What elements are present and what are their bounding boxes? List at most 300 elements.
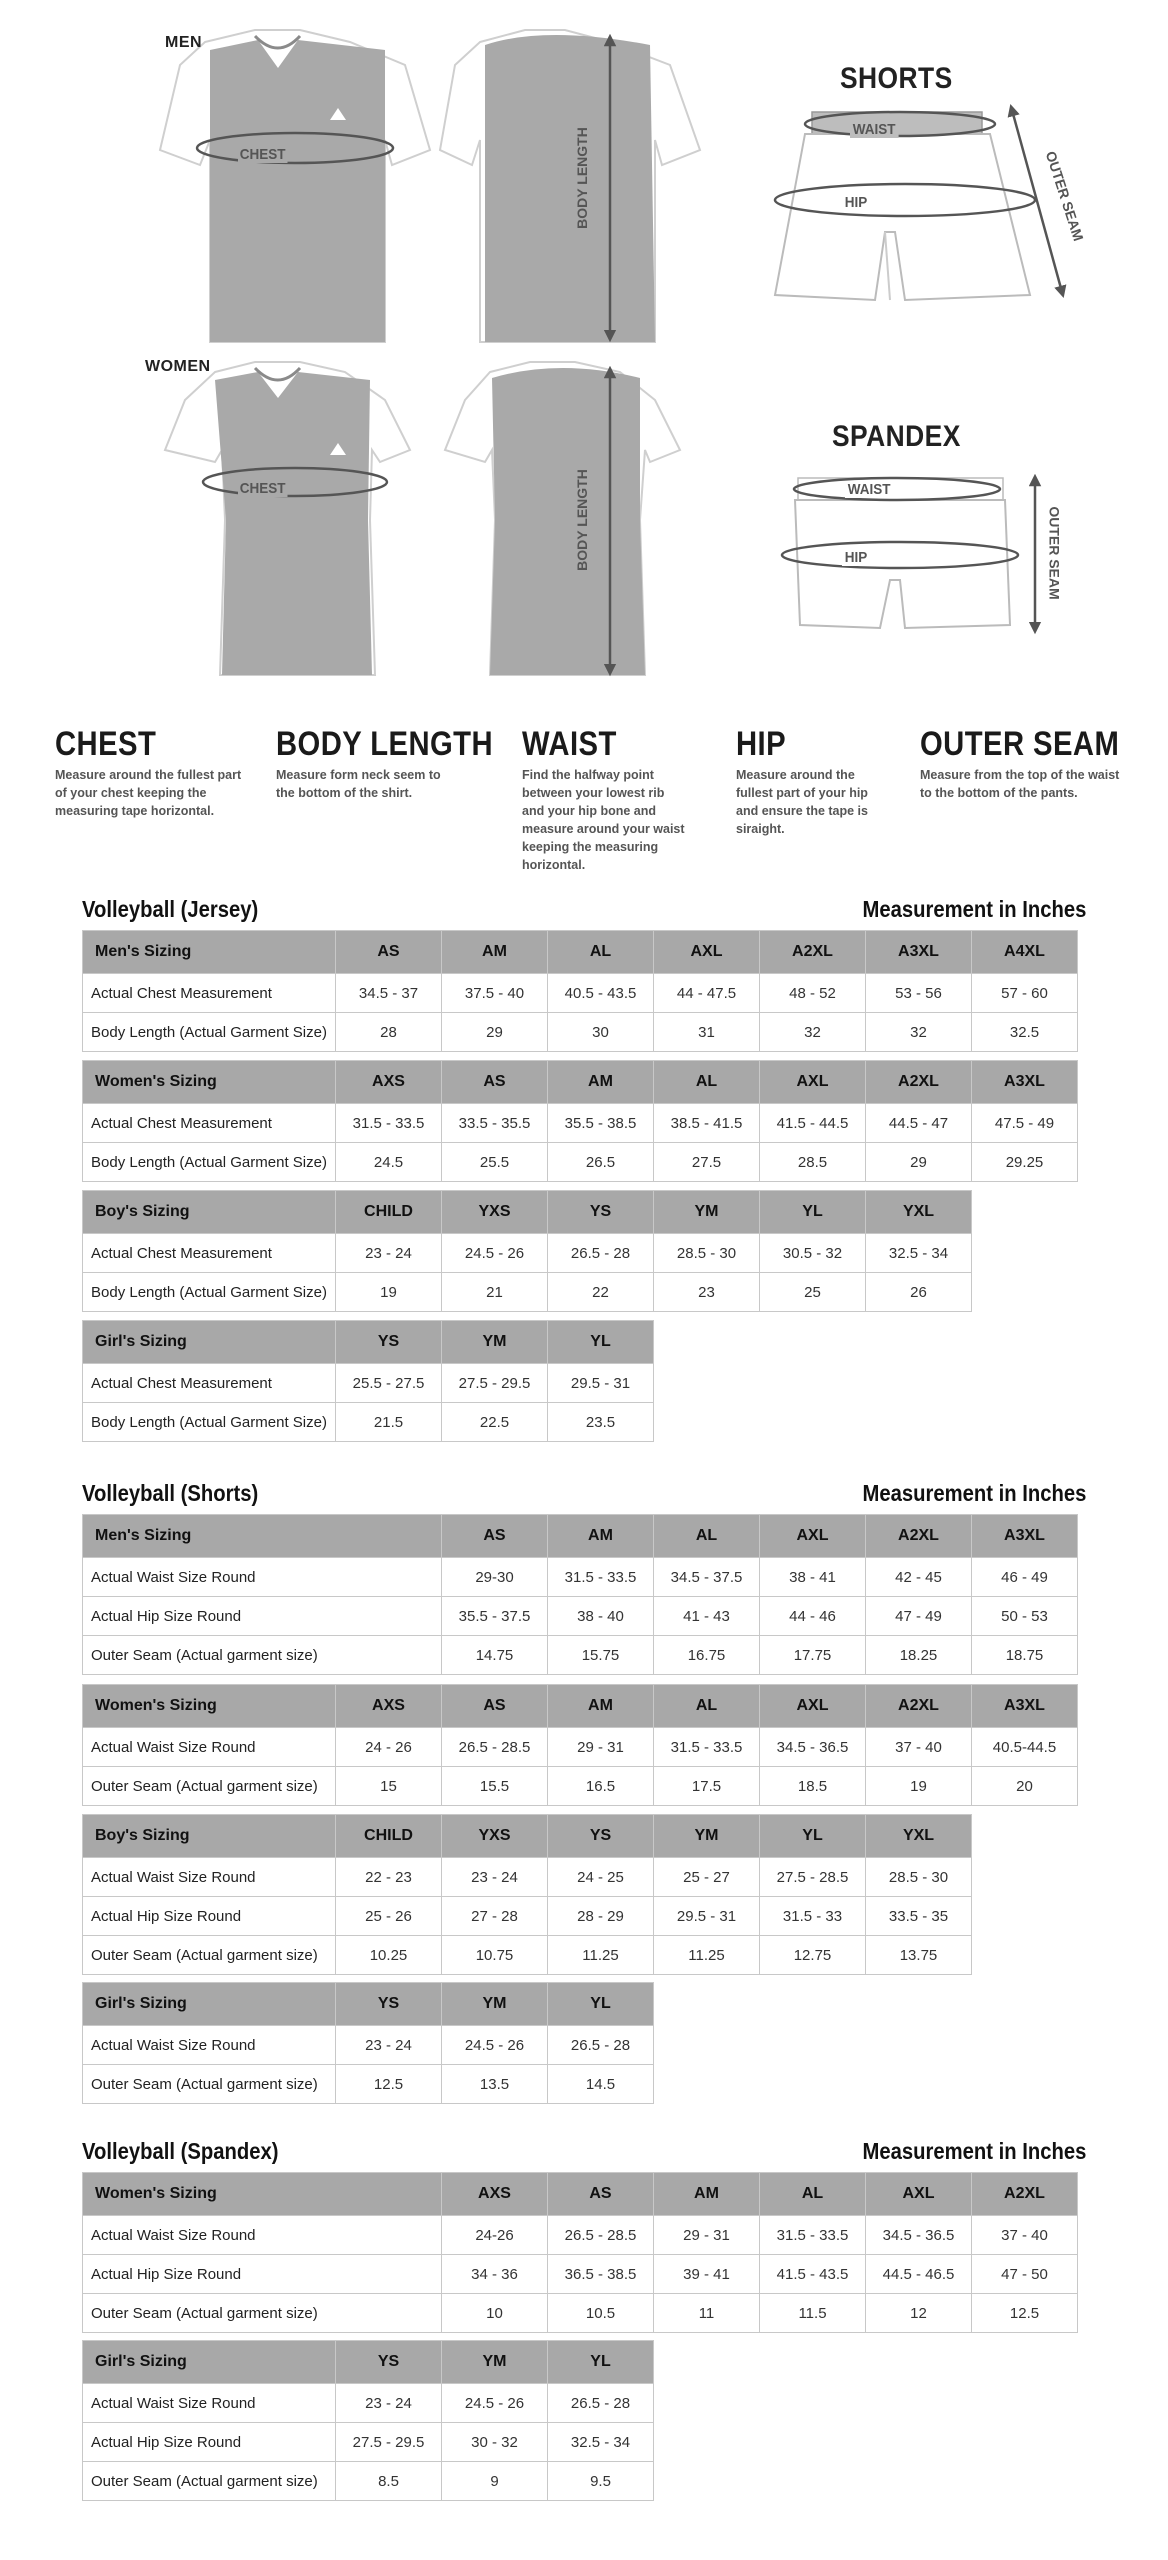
table-cell: 33.5 - 35.5	[442, 1104, 548, 1143]
table-cell: 30.5 - 32	[760, 1234, 866, 1273]
table-cell: 8.5	[336, 2462, 442, 2501]
table-header-row	[83, 2341, 654, 2384]
table-row	[83, 1597, 1078, 1636]
measurement-illustration	[0, 0, 1168, 690]
table-cell: 18.75	[972, 1636, 1078, 1675]
table-cell: 47 - 50	[972, 2255, 1078, 2294]
table-cell: 32.5 - 34	[866, 1234, 972, 1273]
spandex-icon	[782, 478, 1035, 628]
shorts-hip-tag: HIP	[842, 194, 870, 211]
jersey-men-table	[82, 930, 1078, 1052]
table-header-cell: AS	[336, 931, 442, 974]
table-header-cell: YL	[548, 2341, 654, 2384]
measurement-unit-label: Measurement in Inches	[862, 1480, 1086, 1506]
table-cell: 12	[866, 2294, 972, 2333]
table-cell: 10.25	[336, 1936, 442, 1975]
table-header-cell: A4XL	[972, 931, 1078, 974]
table-cell: 37 - 40	[972, 2216, 1078, 2255]
table-cell: 25 - 27	[654, 1858, 760, 1897]
table-cell: Actual Waist Size Round	[83, 2026, 336, 2065]
table-header-row	[83, 1983, 654, 2026]
table-row	[83, 1364, 654, 1403]
table-cell: 20	[972, 1767, 1078, 1806]
table-cell: Actual Hip Size Round	[83, 1597, 442, 1636]
table-cell: 25.5	[442, 1143, 548, 1182]
table-cell: 23 - 24	[442, 1858, 548, 1897]
shorts-icon	[775, 110, 1062, 300]
table-header-cell: AXS	[336, 1061, 442, 1104]
table-cell: 28.5 - 30	[866, 1858, 972, 1897]
table-cell: 12.5	[336, 2065, 442, 2104]
table-header-cell: AS	[548, 2173, 654, 2216]
table-cell: 24.5 - 26	[442, 2026, 548, 2065]
table-cell: 34.5 - 36.5	[866, 2216, 972, 2255]
table-cell: 32.5	[972, 1013, 1078, 1052]
table-row	[83, 1767, 1078, 1806]
table-cell: 34 - 36	[442, 2255, 548, 2294]
table-cell: 15.5	[442, 1767, 548, 1806]
table-row	[83, 974, 1078, 1013]
definition-text: Find the halfway point between your lowest rib and your hip bone and measure around your waist keeping the measuring horizontal.	[522, 768, 685, 872]
table-header-cell: YM	[442, 1321, 548, 1364]
table-cell: 34.5 - 36.5	[760, 1728, 866, 1767]
table-cell: 27.5 - 29.5	[442, 1364, 548, 1403]
table-row	[83, 2026, 654, 2065]
table-header-cell: YXL	[866, 1815, 972, 1858]
spandex-title: SPANDEX	[832, 420, 961, 453]
jersey-girls-table	[82, 1320, 654, 1442]
table-cell: 23 - 24	[336, 2026, 442, 2065]
table-cell: 44 - 46	[760, 1597, 866, 1636]
measurement-definitions	[0, 726, 1168, 886]
table-row	[83, 2294, 1078, 2333]
table-cell: 18.5	[760, 1767, 866, 1806]
table-cell: 44 - 47.5	[654, 974, 760, 1013]
table-cell: 27.5 - 29.5	[336, 2423, 442, 2462]
table-cell: Actual Hip Size Round	[83, 1897, 336, 1936]
table-header-cell: AXS	[336, 1685, 442, 1728]
table-cell: 22 - 23	[336, 1858, 442, 1897]
women-body-length-tag: BODY LENGTH	[573, 469, 590, 571]
table-row	[83, 2462, 654, 2501]
table-header-cell: YXL	[866, 1191, 972, 1234]
table-cell: 46 - 49	[972, 1558, 1078, 1597]
table-header-cell: Women's Sizing	[83, 1061, 336, 1104]
table-header-cell: YS	[336, 1321, 442, 1364]
table-header-cell: A2XL	[866, 1061, 972, 1104]
table-cell: 24.5 - 26	[442, 2384, 548, 2423]
table-cell: 23 - 24	[336, 1234, 442, 1273]
table-cell: 9.5	[548, 2462, 654, 2501]
measurement-unit-label: Measurement in Inches	[862, 2138, 1086, 2164]
table-header-row	[83, 1061, 1078, 1104]
table-cell: 23	[654, 1273, 760, 1312]
table-header-row	[83, 1515, 1078, 1558]
table-cell: 26.5 - 28.5	[548, 2216, 654, 2255]
table-cell: 53 - 56	[866, 974, 972, 1013]
table-header-cell: A3XL	[972, 1515, 1078, 1558]
table-cell: 28 - 29	[548, 1897, 654, 1936]
table-row	[83, 1558, 1078, 1597]
table-cell: 15	[336, 1767, 442, 1806]
table-header-cell: AXS	[442, 2173, 548, 2216]
table-header-cell: AL	[654, 1061, 760, 1104]
table-header-cell: YM	[654, 1815, 760, 1858]
table-cell: Actual Chest Measurement	[83, 1104, 336, 1143]
table-header-cell: AXL	[866, 2173, 972, 2216]
table-cell: 11.25	[548, 1936, 654, 1975]
table-header-cell: AM	[548, 1515, 654, 1558]
shorts-men-table	[82, 1514, 1078, 1675]
table-cell: Outer Seam (Actual garment size)	[83, 1767, 336, 1806]
table-cell: 41.5 - 43.5	[760, 2255, 866, 2294]
definition-outer-seam	[920, 726, 1130, 802]
shorts-boys-table	[82, 1814, 972, 1975]
table-row	[83, 1636, 1078, 1675]
table-header-cell: Boy's Sizing	[83, 1815, 336, 1858]
table-cell: 22	[548, 1273, 654, 1312]
table-header-cell: A2XL	[866, 1685, 972, 1728]
definition-body-length	[276, 725, 494, 802]
table-cell: 28	[336, 1013, 442, 1052]
table-cell: 13.5	[442, 2065, 548, 2104]
shorts-waist-tag: WAIST	[850, 121, 898, 138]
table-cell: 29.25	[972, 1143, 1078, 1182]
table-header-row	[83, 1685, 1078, 1728]
women-chest-tag: CHEST	[239, 480, 286, 497]
table-cell: 11.5	[760, 2294, 866, 2333]
table-cell: 11	[654, 2294, 760, 2333]
table-header-cell: YL	[760, 1815, 866, 1858]
table-header-cell: YS	[548, 1191, 654, 1234]
table-cell: 29.5 - 31	[548, 1364, 654, 1403]
table-row	[83, 1936, 972, 1975]
definition-title: WAIST	[522, 725, 617, 763]
table-cell: 31	[654, 1013, 760, 1052]
table-row	[83, 2065, 654, 2104]
table-cell: 17.5	[654, 1767, 760, 1806]
table-header-cell: AS	[442, 1061, 548, 1104]
table-header-cell: AL	[760, 2173, 866, 2216]
table-header-cell: YM	[442, 2341, 548, 2384]
table-cell: Actual Waist Size Round	[83, 2216, 442, 2255]
table-cell: 39 - 41	[654, 2255, 760, 2294]
table-row	[83, 1104, 1078, 1143]
table-cell: 16.75	[654, 1636, 760, 1675]
table-cell: Outer Seam (Actual garment size)	[83, 1936, 336, 1975]
table-cell: 57 - 60	[972, 974, 1078, 1013]
table-header-cell: A2XL	[760, 931, 866, 974]
shorts-women-table	[82, 1684, 1078, 1806]
table-cell: 14.75	[442, 1636, 548, 1675]
table-cell: 16.5	[548, 1767, 654, 1806]
table-header-cell: A3XL	[972, 1061, 1078, 1104]
table-header-cell: AS	[442, 1515, 548, 1558]
jersey-women-table	[82, 1060, 1078, 1182]
table-cell: 29.5 - 31	[654, 1897, 760, 1936]
definition-waist	[522, 726, 687, 874]
table-cell: 50 - 53	[972, 1597, 1078, 1636]
table-cell: 23 - 24	[336, 2384, 442, 2423]
table-cell: 18.25	[866, 1636, 972, 1675]
table-cell: 29	[866, 1143, 972, 1182]
table-header-cell: YL	[760, 1191, 866, 1234]
table-header-row	[83, 1321, 654, 1364]
table-cell: 10.5	[548, 2294, 654, 2333]
table-header-cell: Women's Sizing	[83, 2173, 442, 2216]
shorts-title: SHORTS	[840, 62, 953, 95]
table-header-cell: YM	[442, 1983, 548, 2026]
table-cell: Body Length (Actual Garment Size)	[83, 1143, 336, 1182]
section-title-spandex: Volleyball (Spandex)	[82, 2138, 279, 2164]
table-cell: Actual Chest Measurement	[83, 974, 336, 1013]
women-jersey-back-icon	[445, 362, 680, 675]
table-row	[83, 2255, 1078, 2294]
table-cell: Outer Seam (Actual garment size)	[83, 2462, 336, 2501]
table-cell: 48 - 52	[760, 974, 866, 1013]
table-cell: Actual Chest Measurement	[83, 1234, 336, 1273]
table-cell: 24 - 25	[548, 1858, 654, 1897]
table-cell: 26.5 - 28	[548, 2384, 654, 2423]
table-cell: 34.5 - 37.5	[654, 1558, 760, 1597]
table-header-cell: AL	[654, 1685, 760, 1728]
table-cell: 42 - 45	[866, 1558, 972, 1597]
table-row	[83, 2384, 654, 2423]
table-row	[83, 1897, 972, 1936]
table-cell: 31.5 - 33.5	[336, 1104, 442, 1143]
table-cell: 26.5	[548, 1143, 654, 1182]
table-cell: 37.5 - 40	[442, 974, 548, 1013]
table-cell: Outer Seam (Actual garment size)	[83, 2294, 442, 2333]
table-cell: 27.5 - 28.5	[760, 1858, 866, 1897]
table-header-cell: A2XL	[866, 1515, 972, 1558]
table-row	[83, 1858, 972, 1897]
table-header-cell: YXS	[442, 1191, 548, 1234]
table-cell: 26	[866, 1273, 972, 1312]
table-header-cell: AXL	[760, 1061, 866, 1104]
table-header-cell: Women's Sizing	[83, 1685, 336, 1728]
table-cell: 13.75	[866, 1936, 972, 1975]
table-cell: 44.5 - 47	[866, 1104, 972, 1143]
table-header-cell: AXL	[654, 931, 760, 974]
definition-text: Measure from the top of the waist to the bottom of the pants.	[920, 768, 1120, 800]
table-header-cell: CHILD	[336, 1191, 442, 1234]
table-cell: 38 - 41	[760, 1558, 866, 1597]
table-header-cell: A3XL	[866, 931, 972, 974]
table-cell: 29 - 31	[548, 1728, 654, 1767]
definition-title: OUTER SEAM	[920, 725, 1120, 763]
section-title-jersey: Volleyball (Jersey)	[82, 896, 259, 922]
section-title-shorts: Volleyball (Shorts)	[82, 1480, 259, 1506]
table-cell: 29	[442, 1013, 548, 1052]
women-jersey-front-icon	[165, 362, 410, 675]
table-header-cell: YL	[548, 1983, 654, 2026]
table-cell: 19	[866, 1767, 972, 1806]
table-cell: 41.5 - 44.5	[760, 1104, 866, 1143]
spandex-girls-table	[82, 2340, 654, 2501]
table-header-cell: YS	[548, 1815, 654, 1858]
table-row	[83, 1728, 1078, 1767]
table-cell: Body Length (Actual Garment Size)	[83, 1013, 336, 1052]
table-cell: 26.5 - 28	[548, 2026, 654, 2065]
table-cell: 9	[442, 2462, 548, 2501]
definition-hip	[736, 726, 876, 838]
table-header-cell: YL	[548, 1321, 654, 1364]
table-cell: 29-30	[442, 1558, 548, 1597]
table-cell: 12.75	[760, 1936, 866, 1975]
table-cell: 35.5 - 37.5	[442, 1597, 548, 1636]
table-cell: Body Length (Actual Garment Size)	[83, 1273, 336, 1312]
table-cell: 24.5	[336, 1143, 442, 1182]
table-cell: 28.5 - 30	[654, 1234, 760, 1273]
table-header-cell: YM	[654, 1191, 760, 1234]
table-row	[83, 2216, 1078, 2255]
table-cell: 28.5	[760, 1143, 866, 1182]
table-cell: 22.5	[442, 1403, 548, 1442]
table-header-cell: A2XL	[972, 2173, 1078, 2216]
table-cell: 19	[336, 1273, 442, 1312]
table-cell: 40.5-44.5	[972, 1728, 1078, 1767]
spandex-waist-tag: WAIST	[845, 481, 893, 498]
table-cell: 29 - 31	[654, 2216, 760, 2255]
table-cell: 33.5 - 35	[866, 1897, 972, 1936]
table-cell: 31.5 - 33.5	[654, 1728, 760, 1767]
table-cell: 38 - 40	[548, 1597, 654, 1636]
table-cell: 25	[760, 1273, 866, 1312]
table-header-cell: Men's Sizing	[83, 931, 336, 974]
table-row	[83, 1143, 1078, 1182]
table-cell: 32	[760, 1013, 866, 1052]
men-jersey-back-icon	[440, 30, 700, 342]
table-cell: Actual Chest Measurement	[83, 1364, 336, 1403]
table-cell: 26.5 - 28.5	[442, 1728, 548, 1767]
table-header-cell: YS	[336, 2341, 442, 2384]
women-label: WOMEN	[145, 358, 211, 375]
table-cell: 23.5	[548, 1403, 654, 1442]
table-cell: 37 - 40	[866, 1728, 972, 1767]
table-header-cell: Men's Sizing	[83, 1515, 442, 1558]
table-header-cell: AL	[654, 1515, 760, 1558]
table-header-cell: AM	[548, 1685, 654, 1728]
table-cell: 31.5 - 33.5	[548, 1558, 654, 1597]
spandex-women-table	[82, 2172, 1078, 2333]
table-cell: Outer Seam (Actual garment size)	[83, 2065, 336, 2104]
table-cell: Actual Hip Size Round	[83, 2423, 336, 2462]
spandex-hip-tag: HIP	[842, 549, 870, 566]
table-header-cell: AM	[654, 2173, 760, 2216]
table-cell: 21.5	[336, 1403, 442, 1442]
table-header-cell: CHILD	[336, 1815, 442, 1858]
table-cell: 47 - 49	[866, 1597, 972, 1636]
table-cell: 27.5	[654, 1143, 760, 1182]
table-header-cell: AS	[442, 1685, 548, 1728]
table-cell: 38.5 - 41.5	[654, 1104, 760, 1143]
table-row	[83, 1273, 972, 1312]
definition-text: Measure around the fullest part of your hip and ensure the tape is siraight.	[736, 768, 868, 836]
table-cell: 11.25	[654, 1936, 760, 1975]
table-header-cell: AXL	[760, 1515, 866, 1558]
table-cell: Actual Waist Size Round	[83, 1728, 336, 1767]
jersey-boys-table	[82, 1190, 972, 1312]
table-cell: 24-26	[442, 2216, 548, 2255]
table-cell: 14.5	[548, 2065, 654, 2104]
table-cell: Actual Waist Size Round	[83, 2384, 336, 2423]
definition-text: Measure form neck seem to the bottom of the shirt.	[276, 768, 441, 800]
table-header-cell: Girl's Sizing	[83, 1983, 336, 2026]
table-cell: 31.5 - 33.5	[760, 2216, 866, 2255]
table-header-cell: A3XL	[972, 1685, 1078, 1728]
table-header-row	[83, 931, 1078, 974]
table-header-cell: Girl's Sizing	[83, 2341, 336, 2384]
table-row	[83, 1403, 654, 1442]
table-cell: 12.5	[972, 2294, 1078, 2333]
garment-diagrams	[0, 0, 1168, 690]
table-cell: 32.5 - 34	[548, 2423, 654, 2462]
table-cell: 30 - 32	[442, 2423, 548, 2462]
table-header-cell: Boy's Sizing	[83, 1191, 336, 1234]
table-cell: Body Length (Actual Garment Size)	[83, 1403, 336, 1442]
table-cell: 24.5 - 26	[442, 1234, 548, 1273]
table-cell: 36.5 - 38.5	[548, 2255, 654, 2294]
definition-title: BODY LENGTH	[276, 725, 494, 763]
table-cell: Actual Waist Size Round	[83, 1858, 336, 1897]
spandex-outer-seam-tag: OUTER SEAM	[1046, 506, 1063, 600]
shorts-outer-seam-tag: OUTER SEAM	[1042, 149, 1087, 243]
men-jersey-front-icon	[160, 30, 430, 342]
table-header-row	[83, 1815, 972, 1858]
table-cell: 17.75	[760, 1636, 866, 1675]
table-row	[83, 1013, 1078, 1052]
table-cell: 41 - 43	[654, 1597, 760, 1636]
table-cell: 35.5 - 38.5	[548, 1104, 654, 1143]
table-cell: 32	[866, 1013, 972, 1052]
table-cell: 15.75	[548, 1636, 654, 1675]
table-cell: 44.5 - 46.5	[866, 2255, 972, 2294]
table-cell: 30	[548, 1013, 654, 1052]
table-header-row	[83, 2173, 1078, 2216]
men-chest-tag: CHEST	[239, 146, 286, 163]
table-header-cell: AXL	[760, 1685, 866, 1728]
table-cell: 27 - 28	[442, 1897, 548, 1936]
men-body-length-tag: BODY LENGTH	[573, 127, 590, 229]
table-header-cell: YXS	[442, 1815, 548, 1858]
definition-chest	[55, 726, 245, 820]
definition-text: Measure around the fullest part of your chest keeping the measuring tape horizontal.	[55, 768, 242, 818]
table-header-cell: AM	[548, 1061, 654, 1104]
table-cell: 26.5 - 28	[548, 1234, 654, 1273]
men-label: MEN	[165, 34, 203, 51]
table-header-cell: AM	[442, 931, 548, 974]
table-row	[83, 1234, 972, 1273]
table-cell: 10.75	[442, 1936, 548, 1975]
table-cell: 24 - 26	[336, 1728, 442, 1767]
table-row	[83, 2423, 654, 2462]
table-header-cell: Girl's Sizing	[83, 1321, 336, 1364]
definition-title: HIP	[736, 725, 787, 763]
measurement-unit-label: Measurement in Inches	[862, 896, 1086, 922]
shorts-girls-table	[82, 1982, 654, 2104]
table-cell: 21	[442, 1273, 548, 1312]
table-cell: 31.5 - 33	[760, 1897, 866, 1936]
table-cell: 25 - 26	[336, 1897, 442, 1936]
table-cell: Actual Hip Size Round	[83, 2255, 442, 2294]
table-cell: 34.5 - 37	[336, 974, 442, 1013]
table-header-cell: YS	[336, 1983, 442, 2026]
table-header-cell: AL	[548, 931, 654, 974]
table-cell: 25.5 - 27.5	[336, 1364, 442, 1403]
definition-title: CHEST	[55, 725, 157, 763]
table-cell: Outer Seam (Actual garment size)	[83, 1636, 442, 1675]
